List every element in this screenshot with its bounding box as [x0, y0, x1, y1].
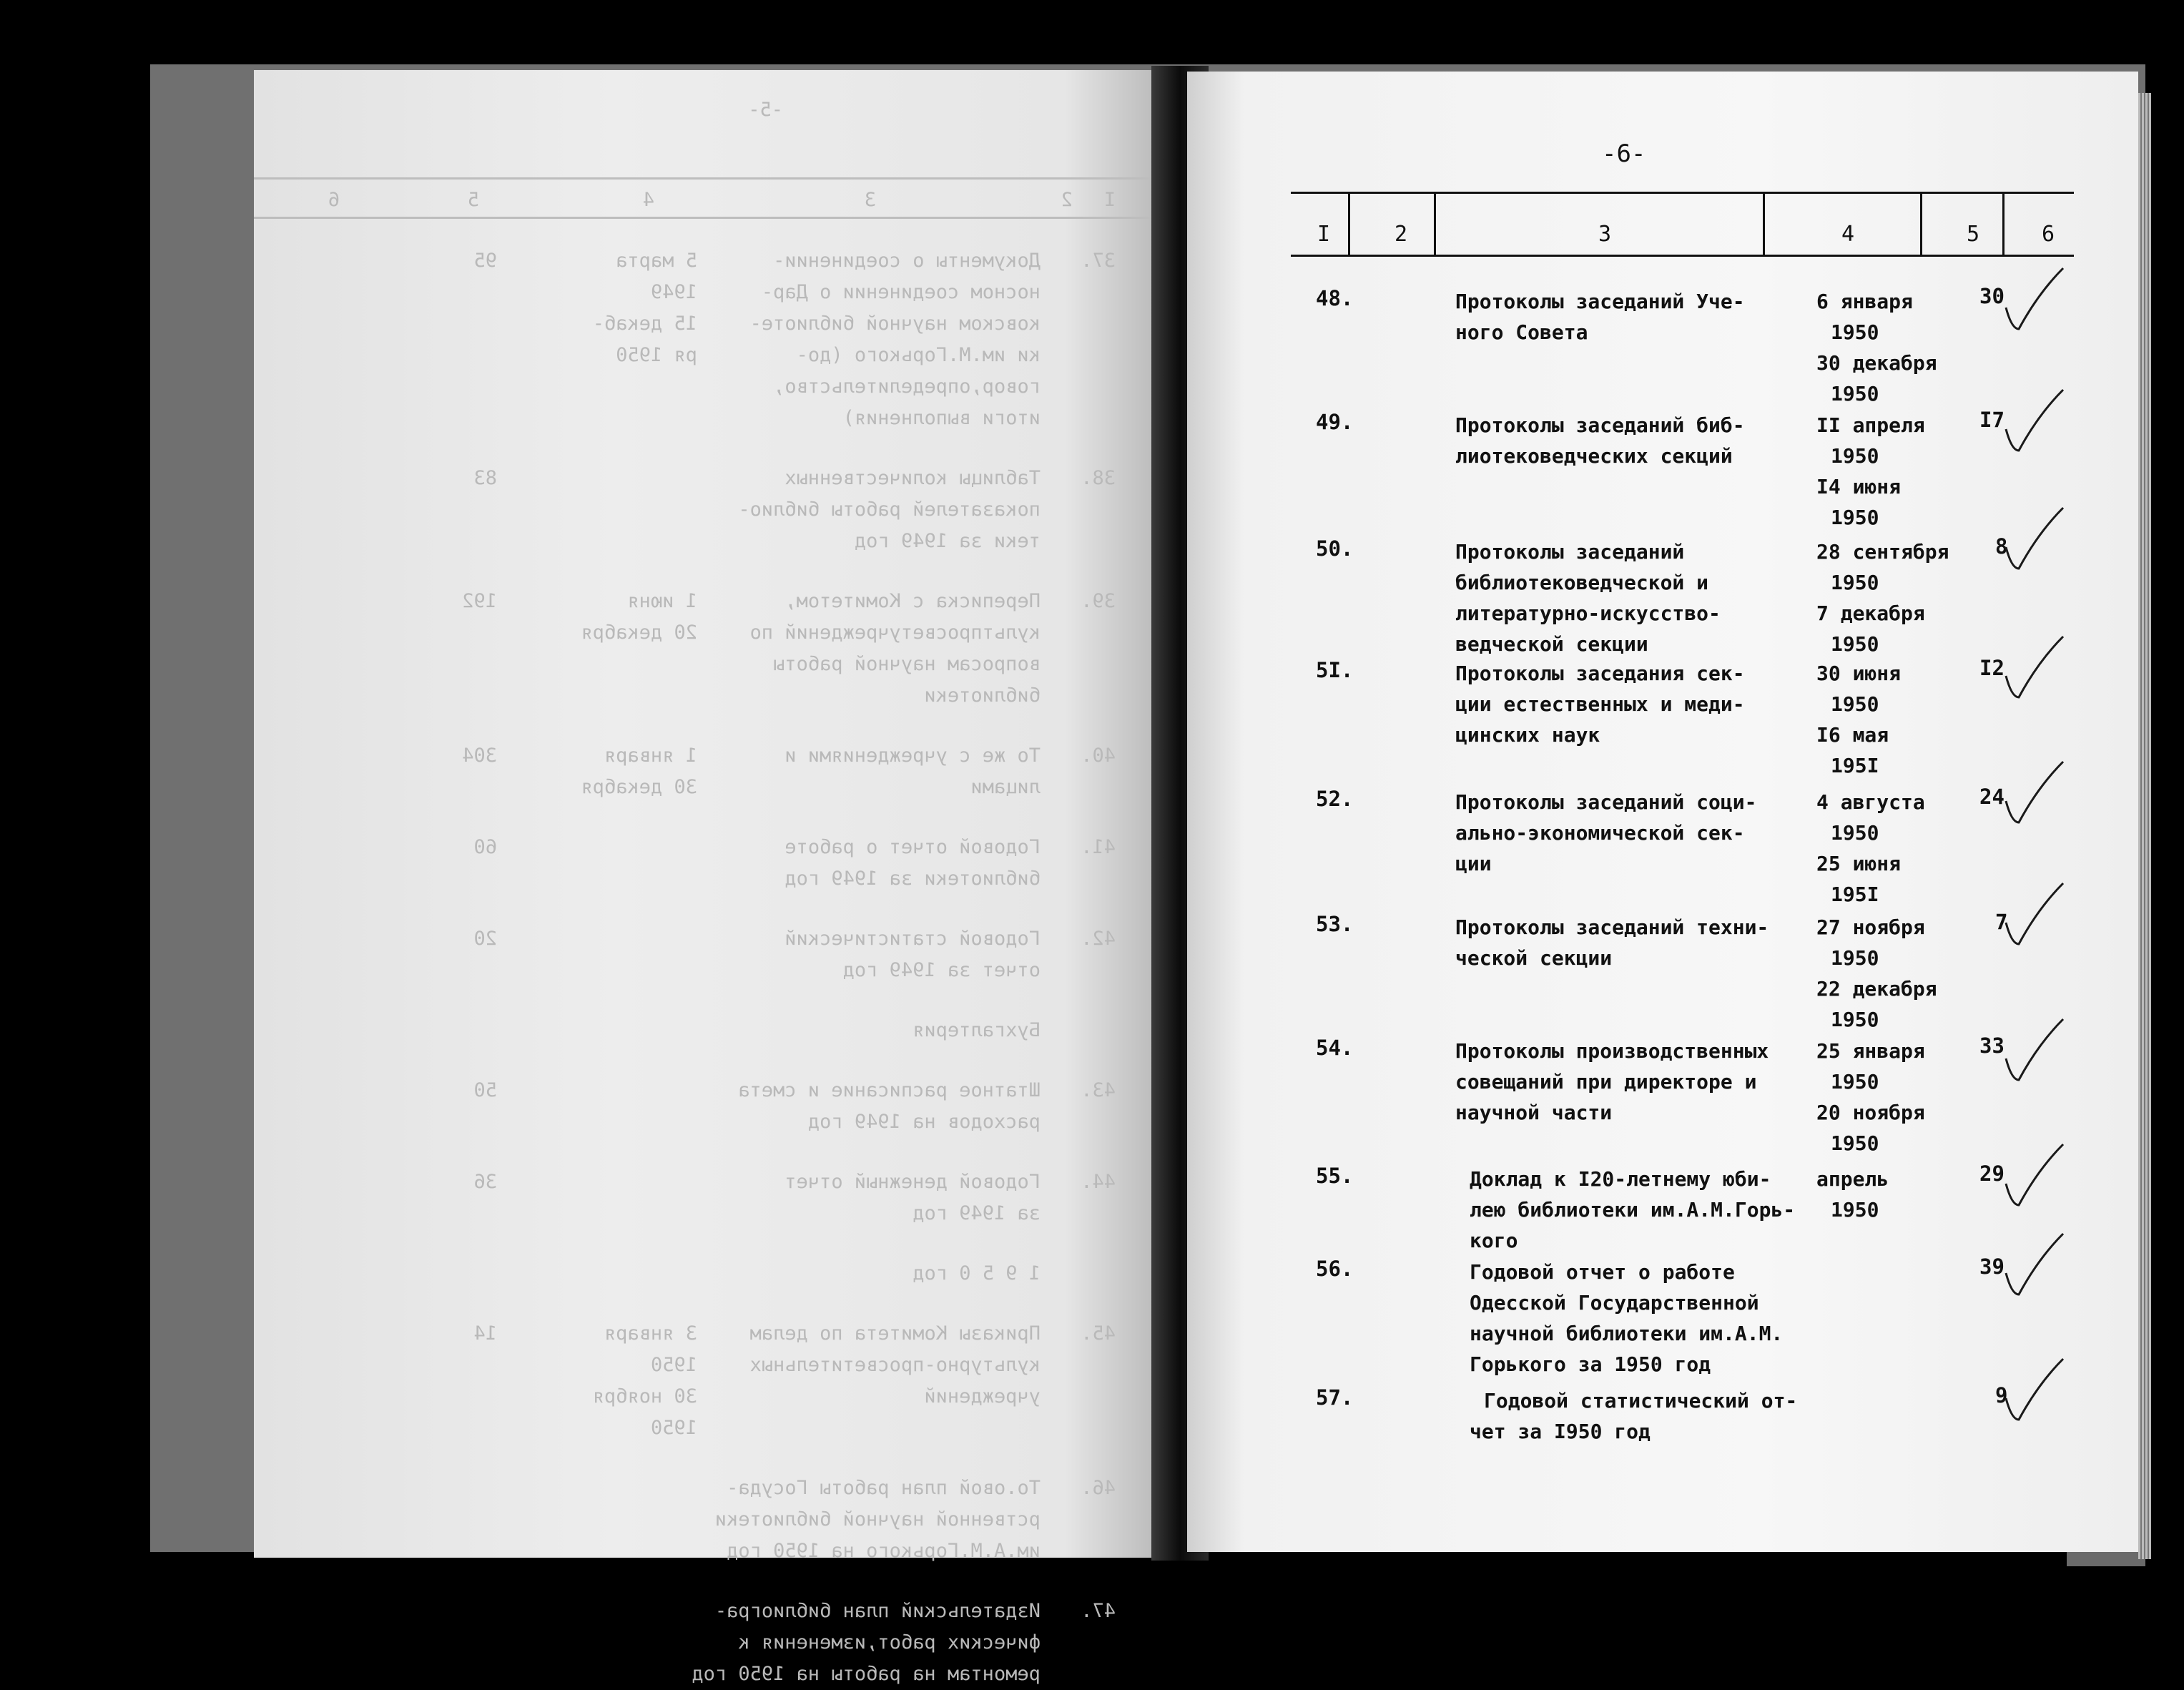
row-date: 1950 [1831, 821, 1879, 845]
row-title-line: Протоколы заседаний биб- [1455, 413, 1745, 437]
row-date: 1950 [1831, 444, 1879, 468]
column-header: 2 [1394, 222, 1408, 247]
column-divider [1920, 192, 1922, 256]
page-number: -6- [1602, 139, 1646, 168]
row-sheet-count: 9 [1995, 1383, 2008, 1407]
row-title-line: Горького за 1950 год [1470, 1352, 1711, 1376]
bleed-row-line: ремонтам на работы на 1950 год [692, 1663, 1041, 1685]
bleed-rule [254, 217, 1155, 219]
bleed-row-number: 37. [1081, 250, 1116, 272]
bleed-column-header: I [1103, 189, 1116, 211]
row-sheet-count: I7 [1979, 408, 2005, 432]
bleed-row-line: отчет за 1949 год [842, 959, 1041, 981]
row-sheet-count: 33 [1979, 1033, 2005, 1058]
row-sheet-count: I2 [1979, 656, 2005, 680]
row-title-line: ции естественных и меди- [1455, 692, 1745, 716]
row-sheet-count: 8 [1995, 534, 2008, 559]
left-page-bleed-through [254, 70, 1155, 1685]
column-divider [1763, 192, 1765, 256]
row-title-line: Протоколы заседаний Уче- [1455, 290, 1745, 313]
bleed-row-date: 1949 [650, 281, 697, 303]
row-title-line: Протоколы заседаний соци- [1455, 790, 1757, 814]
row-title-line: ческой секции [1455, 946, 1613, 970]
bleed-row-line: культурно-просветительных [749, 1354, 1041, 1376]
bleed-row-number: 39. [1081, 590, 1116, 612]
bleed-row-number: 45. [1081, 1322, 1116, 1345]
column-header: I [1317, 222, 1331, 247]
bleed-row-number: 38. [1081, 467, 1116, 489]
row-date: 20 ноября [1816, 1101, 1925, 1124]
bleed-row-sheets: 304 [462, 745, 497, 767]
row-date: 1950 [1831, 382, 1879, 406]
row-title-line: совещаний при директоре и [1455, 1070, 1757, 1094]
row-date: 27 ноября [1816, 915, 1925, 939]
row-date: 195I [1831, 754, 1879, 777]
bleed-row-line: им.А.М.Горького на 1950 год [727, 1540, 1041, 1562]
bleed-column-header: 2 [1061, 189, 1073, 211]
bleed-row-line: теки за 1949 год [854, 530, 1041, 552]
bleed-row-sheets: 20 [473, 928, 497, 950]
bleed-row-line: лицами [970, 776, 1041, 798]
row-number: 55. [1316, 1164, 1354, 1188]
row-date: 1950 [1831, 1070, 1879, 1094]
row-title-line: Одесской Государственной [1470, 1291, 1759, 1315]
bleed-row-line: показателей работы библио- [738, 498, 1041, 521]
row-date: I6 мая [1816, 723, 1889, 747]
row-title-line: Доклад к I20-летнему юби- [1470, 1167, 1771, 1191]
bleed-column-header: 4 [642, 189, 654, 211]
bleed-row-sheets: 95 [473, 250, 497, 272]
row-title-line: лиотековедческих секций [1455, 444, 1733, 468]
row-date: 1950 [1831, 692, 1879, 716]
row-date: 7 декабря [1816, 601, 1925, 625]
row-sheet-count: 24 [1979, 785, 2005, 809]
row-date: 28 сентября [1816, 540, 1949, 564]
row-date: 1950 [1831, 506, 1879, 529]
row-date: II апреля [1816, 413, 1925, 437]
column-divider [1434, 192, 1436, 256]
bleed-row-number: 42. [1081, 928, 1116, 950]
bleed-row-date: 30 декабря [581, 776, 697, 798]
row-number: 53. [1316, 912, 1354, 936]
row-title-line: ведческой секции [1455, 632, 1648, 656]
bleed-row-date: 5 марта [616, 250, 697, 272]
bleed-row-number: 46. [1081, 1477, 1116, 1499]
row-title-line: литературно-искусство- [1455, 601, 1721, 625]
row-title-line: Протоколы заседаний техни- [1455, 915, 1769, 939]
row-title-line: Протоколы производственных [1455, 1039, 1769, 1063]
bleed-row-date: 1950 [650, 1354, 697, 1376]
bleed-row-date: 1950 [650, 1417, 697, 1439]
row-title-line: ально-экономической сек- [1455, 821, 1745, 845]
bleed-row-line: за 1949 год [913, 1202, 1041, 1224]
bleed-row-date: 3 января [604, 1322, 697, 1345]
table-top-rule [1291, 192, 2074, 194]
row-date: 22 декабря [1816, 977, 1937, 1001]
row-number: 56. [1316, 1257, 1354, 1281]
row-number: 54. [1316, 1036, 1354, 1060]
bleed-row-sheets: 192 [462, 590, 497, 612]
bleed-row-line: Годовой денежный отчет [784, 1171, 1041, 1193]
bleed-row-sheets: 60 [473, 836, 497, 858]
row-date: 1950 [1831, 320, 1879, 344]
bleed-row-line: рственной научной библиотеки [714, 1508, 1041, 1531]
row-date: 195I [1831, 883, 1879, 906]
row-date: апрель [1816, 1167, 1889, 1191]
bleed-row-line: библиотеки [924, 684, 1041, 707]
bleed-row-number: 40. [1081, 745, 1116, 767]
bleed-row-line: ки им.М.Горького (до- [796, 344, 1041, 366]
row-date: 25 января [1816, 1039, 1925, 1063]
bleed-row-date: ря 1950 [616, 344, 697, 366]
row-title-line: научной части [1455, 1101, 1613, 1124]
bleed-row-line: ковском научной библиоте- [749, 313, 1041, 335]
row-sheet-count: 30 [1979, 284, 2005, 308]
column-header: 5 [1967, 222, 1980, 247]
bleed-row-number: 43. [1081, 1079, 1116, 1101]
bleed-row-sheets: 36 [473, 1171, 497, 1193]
column-divider [2002, 192, 2005, 256]
bleed-row-line: итоги выполнения) [842, 407, 1041, 429]
row-date: 25 июня [1816, 852, 1902, 875]
bleed-row-line: То же с учреждениями и [784, 745, 1041, 767]
row-sheet-count: 39 [1979, 1254, 2005, 1279]
row-title-line: чет за I950 год [1470, 1420, 1651, 1443]
bleed-row-line: Переписка с Комитетом, [784, 590, 1041, 612]
bleed-row-line: Бухгалтерия [913, 1019, 1041, 1041]
bleed-rule [254, 177, 1155, 180]
bleed-row-line: носном соединении о Дар- [761, 281, 1041, 303]
bleed-row-line: Годовой отчет о работе [784, 836, 1041, 858]
row-title-line: цинских наук [1455, 723, 1600, 747]
bleed-row-line: Штатное расписание и смета [738, 1079, 1041, 1101]
row-date: 4 августа [1816, 790, 1925, 814]
row-title-line: Протоколы заседаний [1455, 540, 1685, 564]
bleed-row-line: 1 9 5 0 год [913, 1262, 1041, 1284]
row-number: 50. [1316, 536, 1354, 561]
row-date: I4 июня [1816, 475, 1902, 498]
bleed-row-line: учреждений [924, 1385, 1041, 1407]
row-title-line: лею библиотеки им.А.М.Горь- [1470, 1198, 1796, 1222]
row-title-line: Годовой отчет о работе [1470, 1260, 1735, 1284]
column-header: 6 [2042, 222, 2055, 247]
row-title-line: научной библиотеки им.А.М. [1470, 1322, 1784, 1345]
row-sheet-count: 7 [1995, 910, 2008, 934]
row-date: 6 января [1816, 290, 1913, 313]
bleed-row-line: Годовой статистический [784, 928, 1041, 950]
bleed-row-line: Издательский план библиогра- [714, 1600, 1041, 1622]
bleed-row-date: 20 декабря [581, 622, 697, 644]
row-number: 48. [1316, 286, 1354, 310]
bleed-row-number: 47. [1081, 1600, 1116, 1622]
row-date: 1950 [1831, 571, 1879, 594]
bleed-row-line: расходов на 1949 год [807, 1111, 1041, 1133]
bleed-row-sheets: 83 [473, 467, 497, 489]
bleed-page-number: -5- [748, 99, 783, 121]
row-sheet-count: 29 [1979, 1161, 2005, 1186]
row-number: 49. [1316, 410, 1354, 434]
row-date: 30 июня [1816, 662, 1902, 685]
bleed-row-line: Документы о соединении- [773, 250, 1041, 272]
bleed-row-line: культпросветучреждений по [749, 622, 1041, 644]
table-header-rule [1291, 255, 2074, 257]
bleed-row-line: фических работ,изменения к [738, 1631, 1041, 1654]
bleed-column-header: 6 [328, 189, 340, 211]
bleed-row-date: 1 января [604, 745, 697, 767]
bleed-row-number: 41. [1081, 836, 1116, 858]
column-header: 3 [1598, 222, 1612, 247]
bleed-row-line: библиотеки за 1949 год [784, 868, 1041, 890]
row-number: 52. [1316, 787, 1354, 811]
row-date: 1950 [1831, 1198, 1879, 1222]
bleed-column-header: 5 [467, 189, 479, 211]
row-title-line: Протоколы заседания сек- [1455, 662, 1745, 685]
bleed-row-date: 30 ноября [592, 1385, 697, 1407]
bleed-row-line: Приказы Комитета по делам [749, 1322, 1041, 1345]
page-edges [2138, 93, 2151, 1559]
bleed-row-line: Таблицы количественных [784, 467, 1041, 489]
bleed-row-number: 44. [1081, 1171, 1116, 1193]
bleed-row-date: 15 декаб- [592, 313, 697, 335]
bleed-row-date: 1 июня [627, 590, 697, 612]
bleed-row-sheets: 14 [473, 1322, 497, 1345]
bleed-row-line: вопросам научной работы [773, 653, 1041, 675]
row-title-line: Годовой статистический от- [1484, 1389, 1798, 1413]
row-number: 57. [1316, 1385, 1354, 1410]
row-number: 5I. [1316, 658, 1354, 682]
bleed-row-line: То.овой план работы Госуда- [727, 1477, 1041, 1499]
row-title-line: библиотековедческой и [1455, 571, 1709, 594]
bleed-row-sheets: 50 [473, 1079, 497, 1101]
bleed-row-line: говор,определительство, [773, 375, 1041, 398]
row-title-line: ного Совета [1455, 320, 1588, 344]
row-date: 30 декабря [1816, 351, 1937, 375]
row-title-line: ции [1455, 852, 1492, 875]
row-date: 1950 [1831, 1131, 1879, 1155]
row-title-line: кого [1470, 1229, 1518, 1252]
column-divider [1348, 192, 1350, 256]
row-date: 1950 [1831, 1008, 1879, 1031]
row-date: 1950 [1831, 946, 1879, 970]
column-header: 4 [1841, 222, 1855, 247]
bleed-column-header: 3 [864, 189, 876, 211]
row-date: 1950 [1831, 632, 1879, 656]
